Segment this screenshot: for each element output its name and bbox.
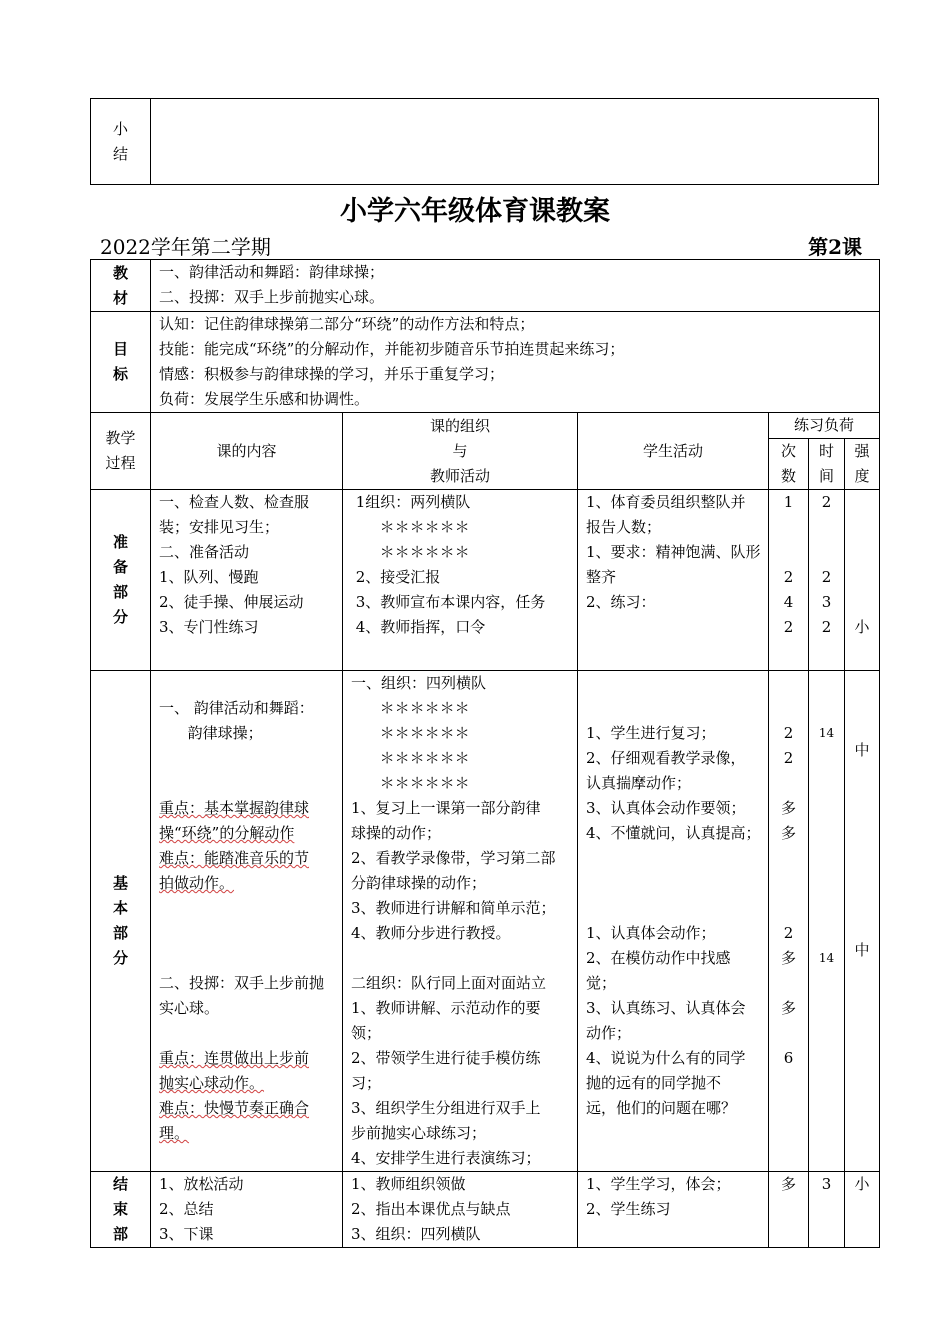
end-student: 1、学生学习，体会； 2、学生练习 (578, 1172, 769, 1248)
basic-organization: 一、组织：四列横队 ＊＊＊＊＊＊ ＊＊＊＊＊＊ ＊＊＊＊＊＊ ＊＊＊＊＊＊ 1、复习上一课第一部分韵律 球操的动作； 2、看教学录像带，学习第二部 分韵律球操的动作； 3、教师进行讲解和简单示范； 4、教师分步进行教授。 二组织：队行同上面对面站立 1、教师讲解、示范动作的要 领； 2、带领学生进行徒手模仿练 习； 3、组织学生分组进行双手上 步前抛实心球练习； 4、安排学生进行表演练习； (343, 671, 578, 1172)
goals-row (91, 312, 880, 413)
header-organization: 课的组织 与 教师活动 (343, 413, 578, 490)
summary-content (151, 99, 879, 185)
page-title: 小学六年级体育课教案 (340, 196, 610, 227)
material-content: 一、韵律活动和舞蹈：韵律球操； 二、投掷：双手上步前抛实心球。 (151, 260, 880, 312)
prep-label: 准 备 部 分 (91, 490, 151, 671)
header-student: 学生活动 (578, 413, 769, 490)
prep-time: 2 2 3 2 (809, 490, 845, 671)
basic-time (809, 671, 845, 1172)
prep-intensity: 小 (845, 490, 880, 671)
end-intensity: 小 (845, 1172, 880, 1248)
end-organization: 1、教师组织领做 2、指出本课优点与缺点 3、组织：四列横队 (343, 1172, 578, 1248)
basic-student: 1、学生进行复习； 2、仔细观看教学录像， 认真揣摩动作； 3、认真体会动作要领； 4、不懂就问，认真提高； 1、认真体会动作； 2、在模仿动作中找感 觉； 3、认真练习、认真体会 动作； 4、说说为什么有的同学 抛的远有的同学抛不 远，他们的问题在哪？ (578, 671, 769, 1172)
summary-table (90, 98, 879, 185)
basic-label: 基 本 部 分 (91, 671, 151, 1172)
header-content: 课的内容 (151, 413, 343, 490)
header-load: 练习负荷 (769, 413, 880, 439)
summary-label-2: 结 (112, 144, 128, 163)
header-row (91, 413, 880, 439)
summary-label (91, 99, 151, 185)
end-content: 1、放松活动 2、总结 3、下课 (151, 1172, 343, 1248)
basic-time-a: 14 (818, 726, 835, 740)
goals-label: 目 标 (91, 312, 151, 413)
prep-organization: 1组织：两列横队 ＊＊＊＊＊＊ ＊＊＊＊＊＊ 2、接受汇报 3、教师宣布本课内容，任务 4、教师指挥，口令 (343, 490, 578, 671)
lesson-number: 第2课 (808, 235, 862, 259)
basic-intensity-a: 中 (854, 741, 870, 759)
prep-content: 一、检查人数、检查服 装；安排见习生； 二、准备活动 1、队列、慢跑 2、徒手操、伸展运动 3、专门性练习 (151, 490, 343, 671)
basic-row (91, 671, 880, 1172)
goals-content: 认知：记住韵律球操第二部分“环绕”的动作方法和特点； 技能：能完成“环绕”的分解动作，并能初步随音乐节拍连贯起来练习； 情感：积极参与韵律球操的学习，并乐于重复学习； 负荷：发展学生乐感和协调性。 (151, 312, 880, 413)
header-intensity: 强 度 (845, 439, 880, 490)
header-process: 教学 过程 (91, 413, 151, 490)
prep-row (91, 490, 880, 671)
summary-label-1: 小 (112, 119, 128, 138)
basic-intensity-b: 中 (854, 941, 870, 959)
lesson-plan-table (90, 259, 880, 1248)
basic-content: 一、 韵律活动和舞蹈： 韵律球操； 重点：基本掌握韵律球 操“环绕”的分解动作 难点：能踏准音乐的节 拍做动作。 二、投掷：双手上步前抛 实心球。 重点：连贯做出上步前 抛实心球动作。 难点：快慢节奏正确合 理。 (151, 671, 343, 1172)
basic-time-b: 14 (818, 951, 835, 965)
prep-count: 1 2 4 2 (769, 490, 809, 671)
end-time: 3 (809, 1172, 845, 1248)
end-row (91, 1172, 880, 1248)
material-label: 教 材 (91, 260, 151, 312)
basic-intensity (845, 671, 880, 1172)
end-label: 结 束 部 (91, 1172, 151, 1248)
header-time: 时 间 (809, 439, 845, 490)
prep-student: 1、体育委员组织整队并 报告人数； 1、要求：精神饱满、队形 整齐 2、练习： (578, 490, 769, 671)
end-count: 多 (769, 1172, 809, 1248)
material-row (91, 260, 880, 312)
semester-label: 2022学年第二学期 (100, 235, 271, 259)
header-count: 次 数 (769, 439, 809, 490)
basic-count: 2 2 多 多 2 多 多 6 (769, 671, 809, 1172)
